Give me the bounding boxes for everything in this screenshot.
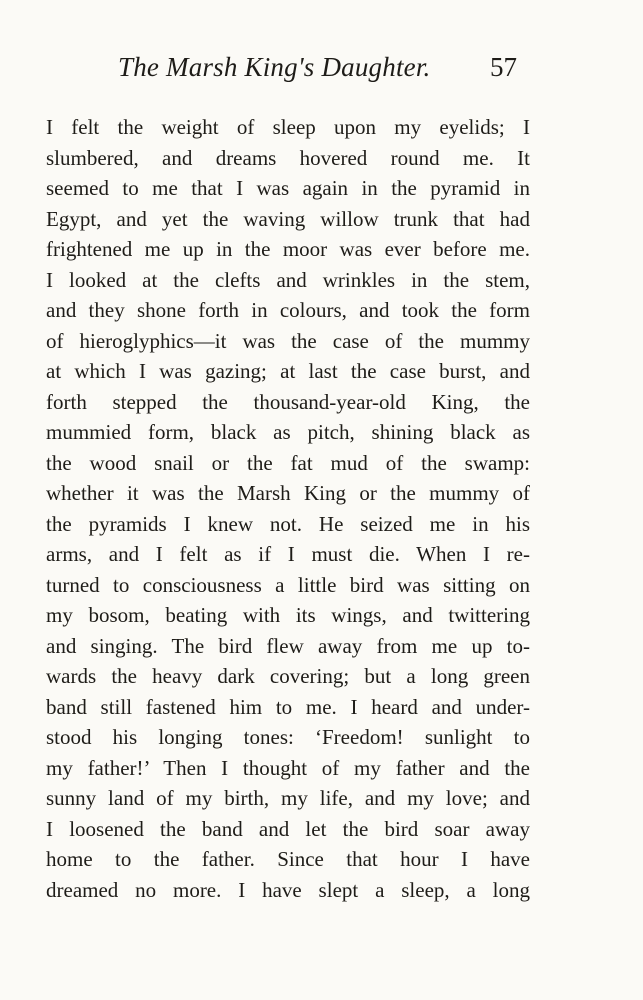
text-line: I felt the weight of sleep upon my eyelids; I	[46, 115, 530, 139]
text-line: turned to consciousness a little bird was sitting on	[46, 572, 530, 597]
text-line: stood his longing tones: ‘Freedom! sunlight to	[46, 725, 530, 749]
text-line: Egypt, and yet the waving willow trunk that had	[46, 206, 530, 231]
text-line: mummied form, black as pitch, shining black as	[46, 420, 530, 444]
text-line: slumbered, and dreams hovered round me. It	[46, 145, 530, 170]
text-line: of hieroglyphics—it was the case of the mummy	[46, 328, 530, 353]
text-line: the pyramids I knew not. He seized me in his	[46, 511, 530, 536]
text-line: band still fastened him to me. I heard and under-	[46, 694, 530, 719]
text-line: whether it was the Marsh King or the mummy of	[46, 481, 530, 505]
running-title: The Marsh King's Daughter.	[118, 52, 431, 82]
text-line: frightened me up in the moor was ever before me.	[46, 237, 530, 261]
text-line: home to the father. Since that hour I have	[46, 847, 530, 871]
text-line: at which I was gazing; at last the case burst, and	[46, 359, 530, 383]
text-line: the wood snail or the fat mud of the swamp:	[46, 450, 530, 475]
text-line: arms, and I felt as if I must die. When I re-	[46, 542, 530, 566]
page-number: 57	[490, 52, 517, 82]
text-line: and they shone forth in colours, and took the form	[46, 298, 530, 322]
text-line: wards the heavy dark covering; but a long green	[46, 664, 530, 688]
text-line: I looked at the clefts and wrinkles in the stem,	[46, 267, 530, 292]
text-line: and singing. The bird flew away from me up to-	[46, 633, 530, 658]
text-line: sunny land of my birth, my life, and my love; and	[46, 786, 530, 810]
text-line: I loosened the band and let the bird soar away	[46, 816, 530, 841]
text-line: dreamed no more. I have slept a sleep, a long	[46, 877, 530, 902]
text-line: seemed to me that I was again in the pyramid in	[46, 176, 530, 200]
running-head	[0, 50, 643, 90]
text-line: my father!’ Then I thought of my father and the	[46, 755, 530, 780]
body-text	[46, 112, 530, 905]
text-line: my bosom, beating with its wings, and twittering	[46, 603, 530, 627]
text-line: forth stepped the thousand-year-old King, the	[46, 389, 530, 414]
